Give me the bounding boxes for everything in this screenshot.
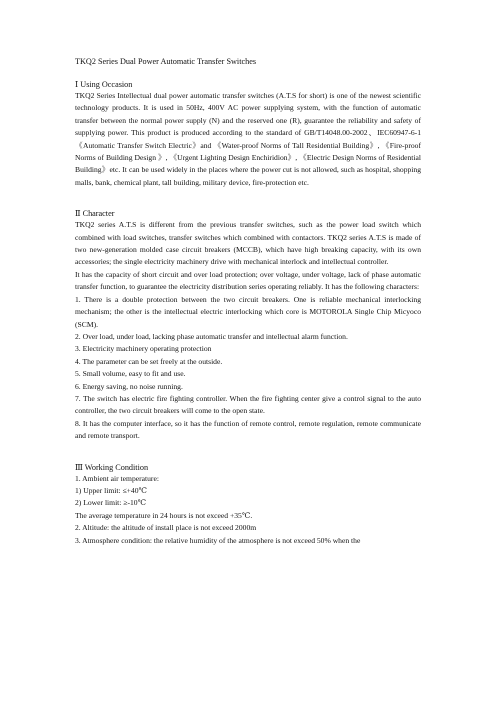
document-title: TKQ2 Series Dual Power Automatic Transfer Switches bbox=[75, 57, 257, 66]
list-item: 1) Upper limit: ≤+40℃ bbox=[75, 485, 147, 495]
section-heading: Ⅱ Character bbox=[75, 209, 115, 219]
section-character bbox=[75, 208, 421, 442]
list-item: 2. Altitude: the altitude of install place is not exceed 2000m bbox=[75, 523, 257, 533]
paragraph: TKQ2 series A.T.S is different from the previous transfer switches, such as the power load switch which combined with load switches, transfer switches which combined with contactors. TKQ2 series A.T.S is made of two new-generation molded case circuit breakers (MCCB), which have high breaking capacity, with its own accessories; the single electricity machinery drive with mechanical interlock and intellectual controller. bbox=[75, 220, 421, 267]
section-using-occasion bbox=[75, 79, 421, 189]
section-heading: Ⅰ Using Occasion bbox=[75, 80, 133, 89]
list-item: 2. Over load, under load, lacking phase automatic transfer and intellectual alarm function. bbox=[75, 331, 348, 341]
section-heading: Ⅲ Working Condition bbox=[75, 462, 149, 472]
character-list bbox=[75, 294, 421, 443]
list-item: 2) Lower limit: ≥-10℃ bbox=[75, 498, 147, 508]
list-item: 8. It has the computer interface, so it has the function of remote control, remote regulation, remote communicate and remote transport. bbox=[75, 418, 421, 441]
list-item: The average temperature in 24 hours is not exceed +35℃. bbox=[75, 510, 253, 520]
section-working-condition bbox=[75, 462, 421, 547]
list-item: 6. Energy saving, no noise running. bbox=[75, 381, 183, 391]
list-item: 3. Electricity machinery operating protection bbox=[75, 344, 212, 354]
list-item: 1. Ambient air temperature: bbox=[75, 473, 159, 483]
paragraph: TKQ2 Series Intellectual dual power automatic transfer switches (A.T.S for short) is one of the newest scientific technology products. It is used in 50Hz, 400V AC power supplying system, with the function of automatic transfer between the normal power supply (N) and the reserved one (R), guarantee the reliability and safety of supplying power. This product is produced according to the standard of GB/T14048.00-2002、IEC60947-6-1 《Automatic Transfer Switch Electric》and 《Water-proof Norms of Tall Residential Building》, 《Fire-proof Norms of Building Design 》, 《Urgent Lighting Design Enchiridion》, 《Electric Design Norms of Residential Building》etc. It can be used widely in the places where the power cut is not allowed, such as hospital, shopping malls, bank, chemical plant, tall building, military device, fire-protection etc. bbox=[75, 91, 421, 187]
list-item: 1. There is a double protection between the two circuit breakers. One is reliable mechanical interlocking mechanism; the other is the intellectual electric interlocking which core is MOTOROLA Single Chip Micyoco (SCM). bbox=[75, 294, 421, 329]
list-item: 5. Small volume, easy to fit and use. bbox=[75, 369, 186, 379]
list-item: 7. The switch has electric fire fighting controller. When the fire fighting center give a control signal to the auto controller, the two circuit breakers will come to the open state. bbox=[75, 393, 421, 416]
list-item: 3. Atmosphere condition: the relative humidity of the atmosphere is not exceed 50% when the bbox=[75, 535, 361, 545]
list-item: 4. The parameter can be set freely at the outside. bbox=[75, 356, 223, 366]
paragraph: It has the capacity of short circuit and over load protection; over voltage, under voltage, lack of phase automatic transfer function, to guarantee the electricity distribution series operating reliably. It has the following characters: bbox=[75, 269, 421, 292]
working-condition-list bbox=[75, 473, 421, 547]
